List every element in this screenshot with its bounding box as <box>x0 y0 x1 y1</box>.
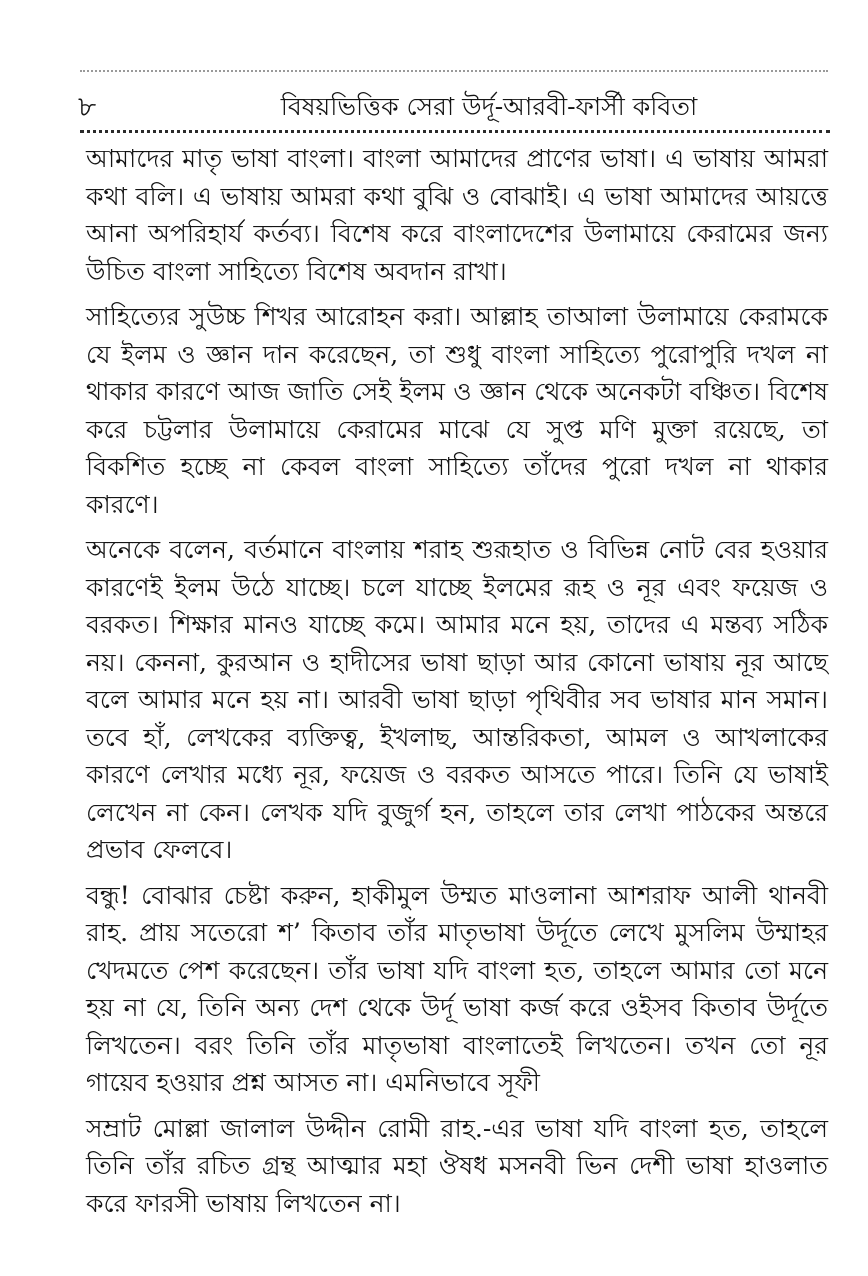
paragraph-3: অনেকে বলেন, বর্তমানে বাংলায় শরাহ শুরূহাত ও বিভিন্ন নোট বের হওয়ার কারণেই ইলম উঠে যাচ্ছে। চলে যাচ্ছে ইলমের রূহ ও নূর এবং ফয়েজ ও বরকত। শিক্ষার মানও যাচ্ছে কমে। আমার মনে হয়, তাদের এ মন্তব্য সঠিক নয়। কেননা, কুরআন ও হাদীসের ভাষা ছাড়া আর কোনো ভাষায় নূর আছে বলে আমার মনে হয় না। আরবী ভাষা ছাড়া পৃথিবীর সব ভাষার মান সমান। তবে হাঁ, লেখকের ব্যক্তিত্ব, ইখলাছ, আন্তরিকতা, আমল ও আখলাকের কারণে লেখার মধ্যে নূর, ফয়েজ ও বরকত আসতে পারে। তিনি যে ভাষাই লেখেন না কেন। লেখক যদি বুজুর্গ হন, তাহলে তার লেখা পাঠকের অন্তরে প্রভাব ফেলবে। <box>86 535 828 864</box>
page-number: ৮ <box>78 90 97 123</box>
top-dotted-line <box>80 70 828 72</box>
paragraph-5: সম্রাট মোল্লা জালাল উদ্দীন রোমী রাহ.-এর ভাষা যদি বাংলা হত, তাহলে তিনি তাঁর রচিত গ্রন্থ আত্মার মহা ঔষধ মসনবী ভিন দেশী ভাষা হাওলাত করে ফারসী ভাষায় লিখতেন না। <box>86 1113 828 1218</box>
paragraph-4: বন্ধু! বোঝার চেষ্টা করুন, হাকীমুল উম্মত মাওলানা আশরাফ আলী থানবী রাহ. প্রায় সতেরো শ’ কিতাব তাঁর মাতৃভাষা উর্দূতে লেখে মুসলিম উম্মাহর খেদমতে পেশ করেছেন। তাঁর ভাষা যদি বাংলা হত, তাহলে আমার তো মনে হয় না যে, তিনি অন্য দেশ থেকে উর্দূ ভাষা কর্জ করে ওইসব কিতাব উর্দূতে লিখতেন। বরং তিনি তাঁর মাতৃভাষা বাংলাতেই লিখতেন। তখন তো নূর গায়েব হওয়ার প্রশ্ন আসত না। এমনিভাবে সূফী <box>86 880 828 1097</box>
body-text <box>86 140 828 1230</box>
running-title: বিষয়ভিত্তিক সেরা উর্দূ-আরবী-ফার্সী কবিতা <box>280 92 698 121</box>
header-divider <box>80 130 830 133</box>
paragraph-1: আমাদের মাতৃ ভাষা বাংলা। বাংলা আমাদের প্রাণের ভাষা। এ ভাষায় আমরা কথা বলি। এ ভাষায় আমরা কথা বুঝি ও বোঝাই। এ ভাষা আমাদের আয়ত্তে আনা অপরিহার্য কর্তব্য। বিশেষ করে বাংলাদেশের উলামায়ে কেরামের জন্য উচিত বাংলা সাহিত্যে বিশেষ অবদান রাখা। <box>86 144 828 286</box>
paragraph-2: সাহিত্যের সুউচ্চ শিখর আরোহন করা। আল্লাহ তাআলা উলামায়ে কেরামকে যে ইলম ও জ্ঞান দান করেছেন, তা শুধু বাংলা সাহিত্যে পুরোপুরি দখল না থাকার কারণে আজ জাতি সেই ইলম ও জ্ঞান থেকে অনেকটা বঞ্চিত। বিশেষ করে চট্টলার উলামায়ে কেরামের মাঝে যে সুপ্ত মণি মুক্তা রয়েছে, তা বিকশিত হচ্ছে না কেবল বাংলা সাহিত্যে তাঁদের পুরো দখল না থাকার কারণে। <box>86 302 828 519</box>
page-header <box>78 86 830 130</box>
